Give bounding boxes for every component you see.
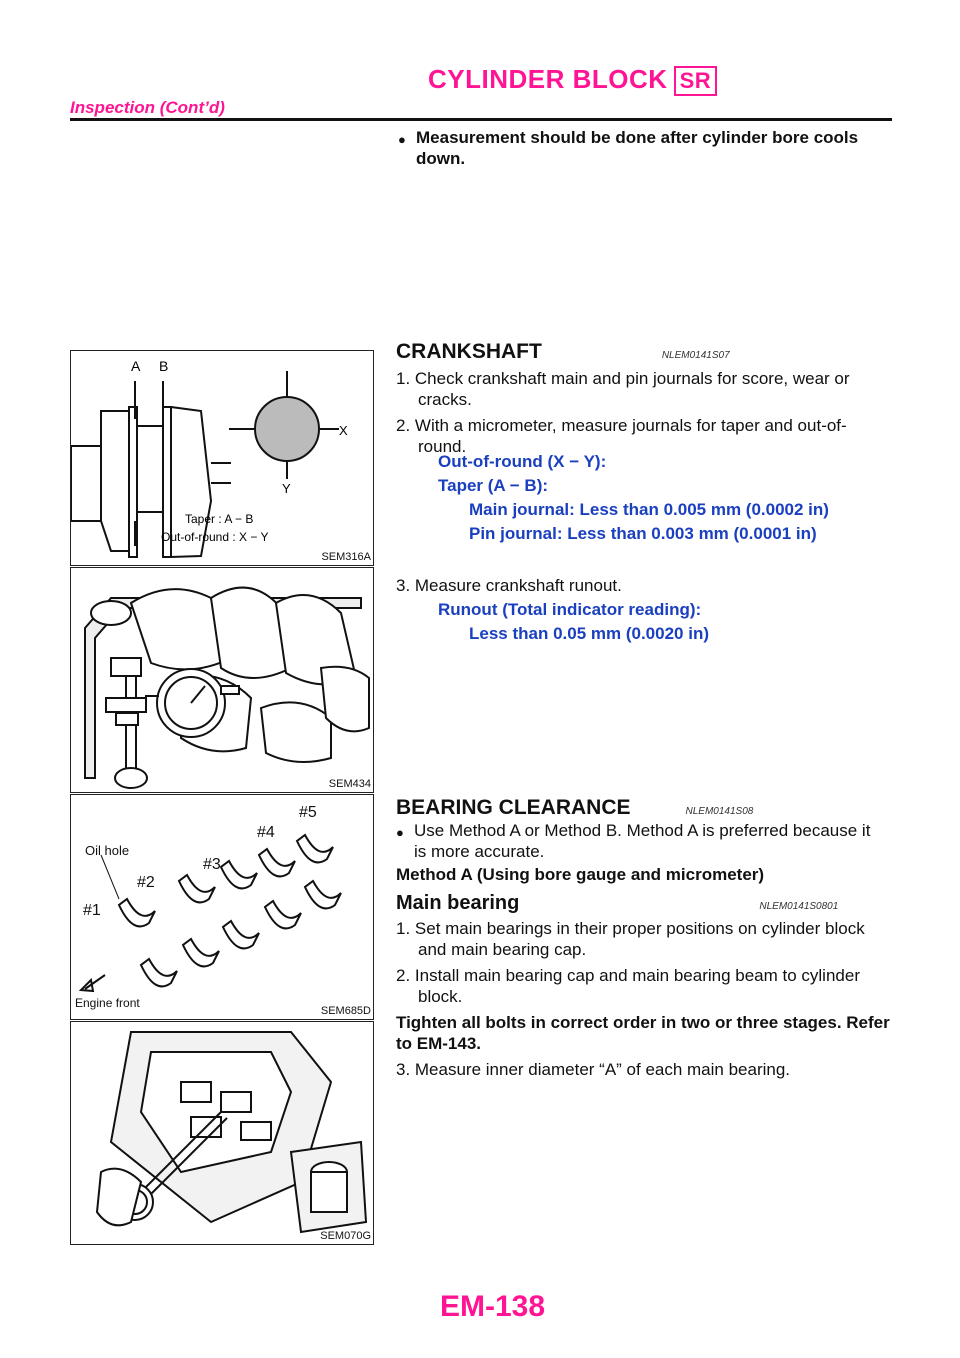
main-bearing-steps (396, 918, 896, 1080)
section-code: NLEM0141S07 (661, 350, 730, 361)
spec-out-of-round: Out-of-round (X − Y): (438, 452, 607, 471)
out-of-round-formula: Out-of-round : X − Y (161, 530, 269, 544)
intro-block (398, 127, 898, 169)
figure-crankshaft-taper (70, 350, 374, 566)
bearing-heading: BEARING CLEARANCE (396, 796, 631, 819)
figure-label: SEM434 (328, 778, 371, 790)
step-line: and main bearing cap. (418, 940, 587, 959)
main-bearing-heading-row (396, 892, 838, 915)
bearing-number-3: #3 (203, 856, 221, 873)
bearing-number-4: #4 (257, 824, 275, 841)
step-line: round. (418, 437, 467, 456)
spec-runout-value: Less than 0.05 mm (0.0020 in) (469, 624, 709, 643)
bullet-line: Use Method A or Method B. Method A is preferred because it (414, 821, 871, 840)
label-y: Y (282, 481, 291, 496)
figure-main-bearings (70, 794, 374, 1020)
figure-label: SEM316A (321, 551, 371, 563)
step-line: cracks. (418, 390, 472, 409)
tighten-line: to EM-143. (396, 1034, 482, 1053)
taper-formula: Taper : A − B (185, 512, 254, 526)
bullet-icon: ● (396, 825, 404, 840)
section-code: NLEM0141S0801 (759, 901, 839, 912)
bullet-line: is more accurate. (414, 842, 545, 861)
method-a-label: Method A (Using bore gauge and micrometer) (396, 865, 765, 884)
bore-gauge-illustration (71, 1022, 373, 1244)
page-title-text: CYLINDER BLOCK (428, 64, 668, 94)
label-x: X (339, 423, 348, 438)
main-bearing-heading: Main bearing (396, 892, 520, 914)
step-line: block. (418, 987, 463, 1006)
spec-taper: Taper (A − B): (438, 476, 549, 495)
label-a: A (131, 358, 141, 374)
step-line: 3. Measure inner diameter “A” of each main bearing. (396, 1060, 791, 1079)
figure-label: SEM685D (320, 1005, 371, 1017)
step-line: 2. Install main bearing cap and main bearing beam to cylinder (396, 966, 860, 985)
page-title (428, 64, 717, 96)
bearing-bullet (396, 820, 896, 862)
spec-runout: Runout (Total indicator reading): (438, 600, 702, 619)
label-b: B (159, 358, 169, 374)
runout-illustration (71, 568, 373, 792)
step-line: 1. Check crankshaft main and pin journals for score, wear or (396, 369, 850, 388)
header-rule (70, 118, 892, 121)
tighten-line: Tighten all bolts in correct order in two or three stages. Refer (396, 1013, 890, 1032)
intro-line: down. (416, 149, 466, 168)
bearing-layout-diagram (71, 795, 373, 1019)
oil-hole-label: Oil hole (85, 843, 130, 858)
bullet-icon: ● (398, 132, 406, 147)
bearing-number-5: #5 (299, 804, 317, 821)
figure-crankshaft-runout (70, 567, 374, 793)
section-code: NLEM0141S08 (685, 806, 754, 817)
page-number: EM-138 (440, 1290, 546, 1323)
page-subtitle: Inspection (Cont’d) (70, 98, 225, 117)
step-line: 2. With a micrometer, measure journals for taper and out-of- (396, 416, 847, 435)
crankshaft-steps (396, 368, 896, 457)
crankshaft-taper-diagram (71, 351, 373, 565)
spec-pin-journal: Pin journal: Less than 0.003 mm (0.0001 in) (469, 524, 817, 543)
bearing-heading-row (396, 796, 753, 820)
crankshaft-heading: CRANKSHAFT (396, 340, 542, 363)
section-badge: SR (674, 66, 718, 96)
crankshaft-heading-row (396, 340, 730, 364)
step-line: 1. Set main bearings in their proper positions on cylinder block (396, 919, 865, 938)
spec-main-journal: Main journal: Less than 0.005 mm (0.0002 in) (469, 500, 829, 519)
bearing-number-1: #1 (83, 902, 101, 919)
step-runout: 3. Measure crankshaft runout. (396, 576, 622, 595)
figure-bore-gauge (70, 1021, 374, 1245)
engine-front-label: Engine front (75, 996, 140, 1010)
bearing-number-2: #2 (137, 874, 155, 891)
intro-line: Measurement should be done after cylinder bore cools (416, 128, 859, 147)
figure-label: SEM070G (320, 1230, 371, 1242)
